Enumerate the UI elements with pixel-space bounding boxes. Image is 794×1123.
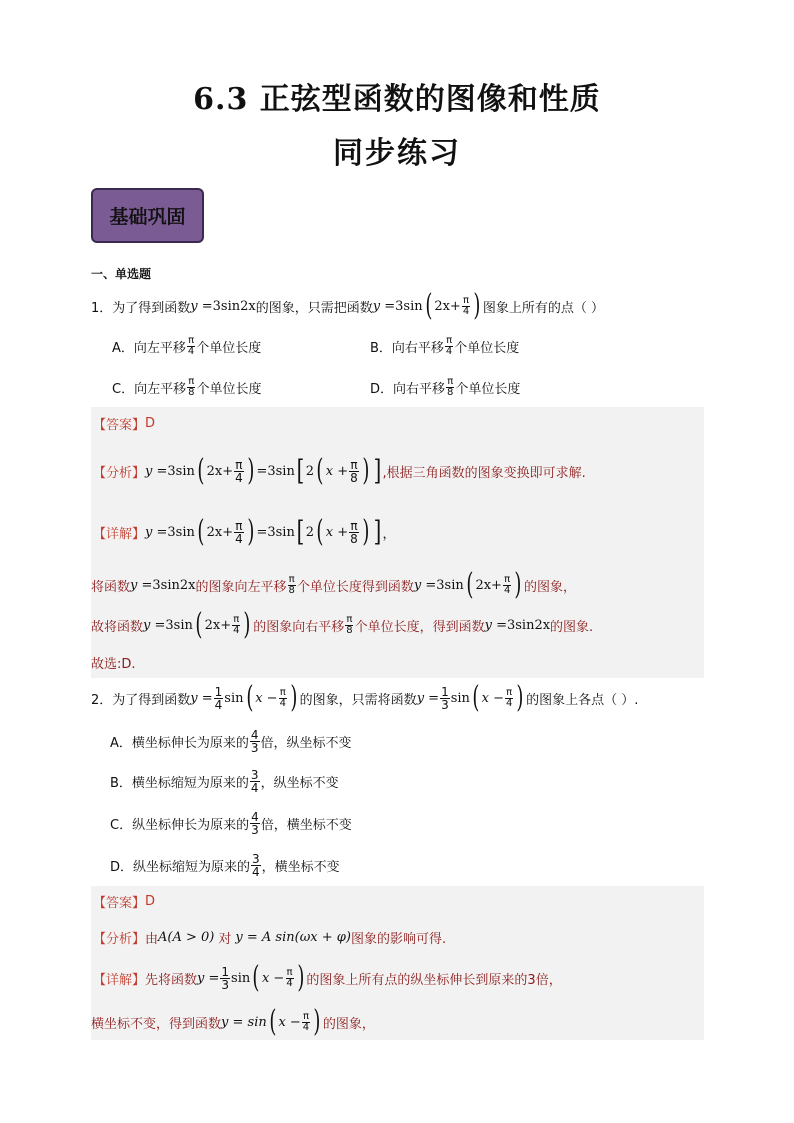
section-heading: 一、单选题 bbox=[91, 267, 152, 281]
q1-option-b: B．向右平移 $\frac{\pi}{4}$ 个单位长度 bbox=[370, 334, 520, 357]
q2-answer: 【答案】 D bbox=[93, 893, 156, 911]
page-title: 6.3 正弦型函数的图像和性质 bbox=[193, 82, 601, 117]
q2-option-a: A．横坐标伸长为原来的 $\frac{4}{3}$ 倍，纵坐标不变 bbox=[110, 727, 352, 755]
q1-option-c: C．向左平移 $\frac{\pi}{8}$ 个单位长度 bbox=[112, 375, 262, 398]
q1-choice: 故选:D. bbox=[91, 656, 136, 672]
q2-option-d: D．纵坐标缩短为原来的 $\frac{3}{4}$ ，横坐标不变 bbox=[110, 851, 340, 879]
section-badge: 基础巩固 bbox=[91, 188, 204, 243]
q1-answer: 【答案】 D bbox=[93, 415, 156, 433]
question-1-stem: 1．为了得到函数 y = 3sin2x 的图象，只需把函数 y = 3sin ( 2x+ $\frac{\pi}{4}$ ) 图象上所有的点（ ） bbox=[91, 288, 605, 323]
q2-option-b: B．横坐标缩短为原来的 $\frac{3}{4}$ ，纵坐标不变 bbox=[110, 767, 339, 795]
q2-detail: 【详解】 先将函数 y = $\frac{1}{3}$ sin ( x − $\frac{\pi}{4}$ ) 的图象上所有点的纵坐标伸长到原来的3倍， bbox=[93, 960, 562, 995]
question-2-stem: 2．为了得到函数 y = $\frac{1}{4}$ sin ( x − $\frac{\pi}{4}$ ) 的图象，只需将函数 y = $\frac{1}{3}$ sin ( x − $\frac{\pi}{4}$ ) 的图象上各点（ ）. bbox=[91, 680, 639, 715]
q2-detail-line-2: 横坐标不变，得到函数 y = sin ( x − $\frac{\pi}{4}$ ) 的图象， bbox=[91, 1004, 375, 1039]
q2-analysis: 【分析】 由 A(A > 0) 对 y = A sin(ωx + φ) 图象的影响可得. bbox=[93, 929, 447, 947]
q1-analysis: 【分析】 y = 3sin ( 2x+ $\frac{\pi}{4}$ ) = 3sin [ 2 ( x + $\frac{\pi}{8}$ ) ] ,根据三角函数的图象变换即可求解. bbox=[93, 453, 586, 488]
q2-option-c: C．纵坐标伸长为原来的 $\frac{4}{3}$ 倍，横坐标不变 bbox=[110, 809, 352, 837]
q1-option-a: A．向左平移 $\frac{\pi}{4}$ 个单位长度 bbox=[112, 334, 262, 357]
q1-detail: 【详解】 y = 3sin ( 2x+ $\frac{\pi}{4}$ ) = 3sin [ 2 ( x + $\frac{\pi}{8}$ ) ] ， bbox=[93, 514, 396, 549]
q1-option-d: D．向右平移 $\frac{\pi}{8}$ 个单位长度 bbox=[370, 375, 521, 398]
q1-detail-line-3: 故将函数 y = 3sin ( 2x+ $\frac{\pi}{4}$ ) 的图象向右平移 $\frac{\pi}{8}$ 个单位长度，得到函数 y = 3sin2x 的图象. bbox=[91, 607, 594, 642]
q1-detail-line-2: 将函数 y = 3sin2x 的图象向左平移 $\frac{\pi}{8}$ 个单位长度得到函数 y = 3sin ( 2x+ $\frac{\pi}{4}$ ) 的图象， bbox=[91, 567, 577, 602]
page-subtitle: 同步练习 bbox=[333, 136, 461, 171]
